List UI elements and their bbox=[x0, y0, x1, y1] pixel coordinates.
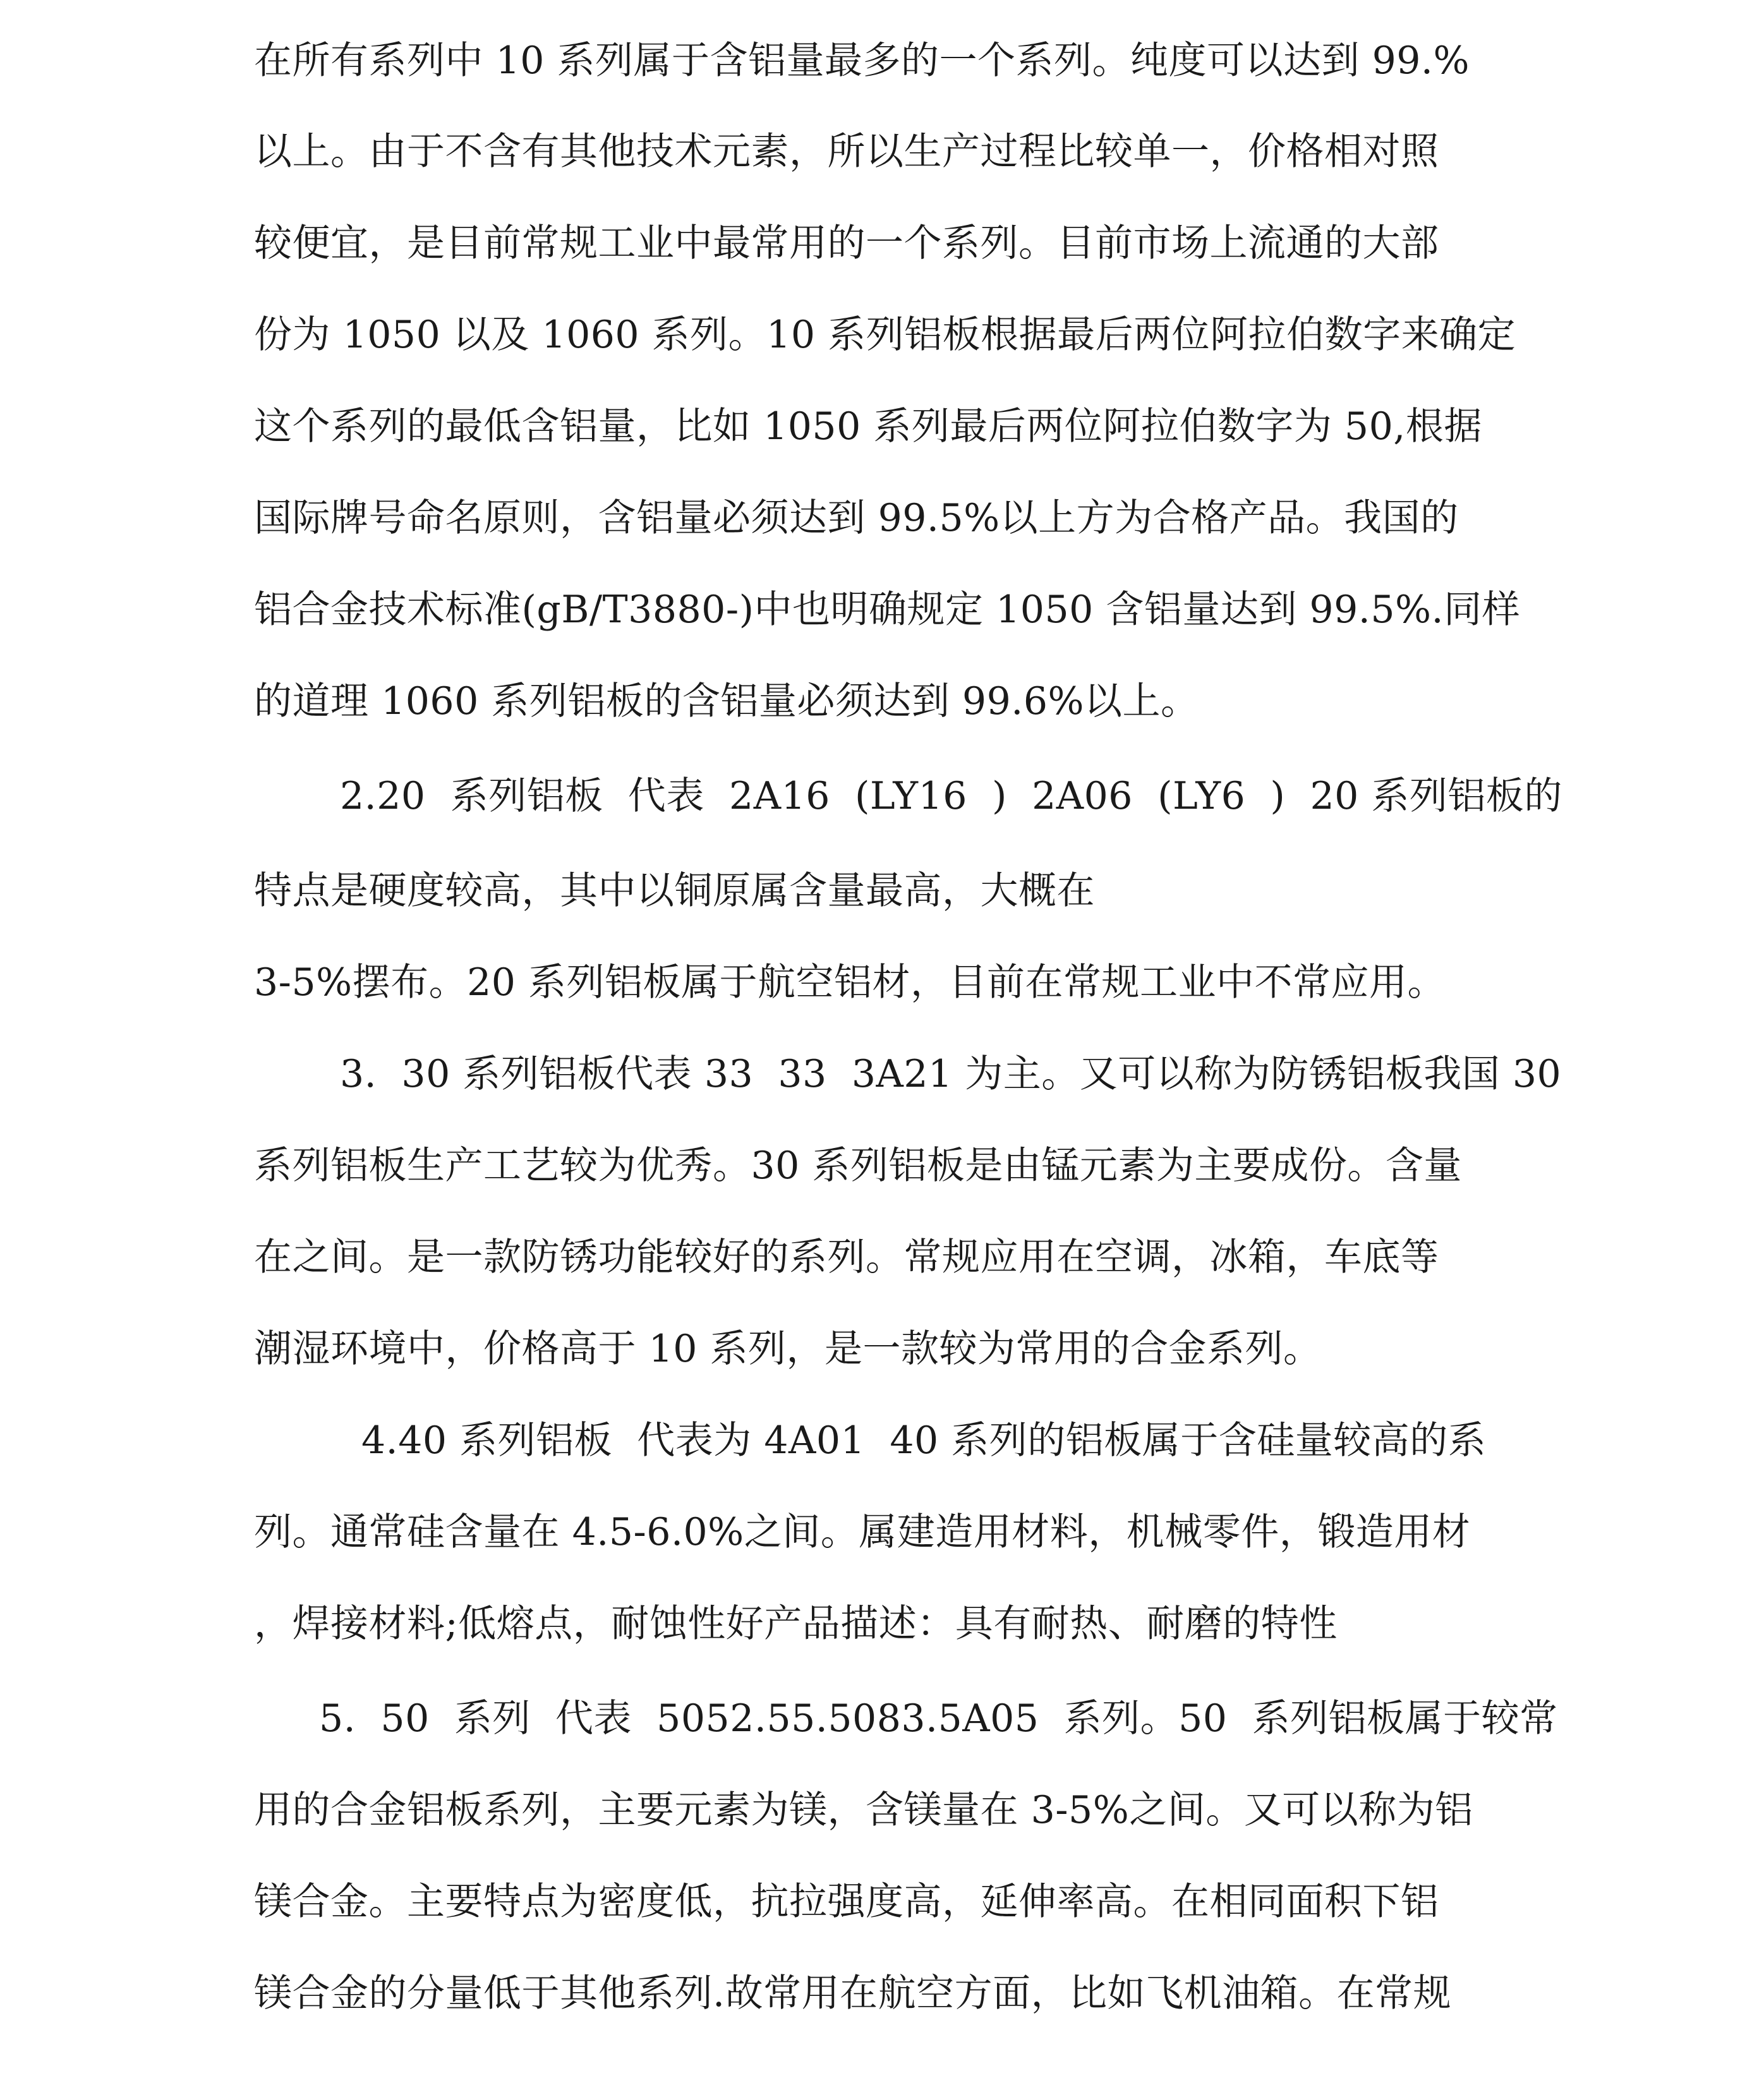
text-line: 3-5%摆布。20 系列铝板属于航空铝材，目前在常规工业中不常应用。 bbox=[254, 960, 1446, 1005]
text-line: 用的合金铝板系列，主要元素为镁，含镁量在 3-5%之间。又可以称为铝 bbox=[254, 1788, 1473, 1832]
section-heading-line: 2.20 系列铝板 代表 2A16 (LY16 ) 2A06 (LY6 ) 20 系列铝板的 bbox=[340, 774, 1562, 818]
text-line: 特点是硬度较高，其中以铜原属含量最高，大概在 bbox=[254, 869, 1095, 913]
text-line: 列。通常硅含量在 4.5-6.0%之间。属建造用材料，机械零件，锻造用材 bbox=[254, 1510, 1471, 1554]
section-heading-line: 3. 30 系列铝板代表 33 33 3A21 为主。又可以称为防锈铝板我国 30 bbox=[340, 1052, 1562, 1096]
text-line: 份为 1050 以及 1060 系列。10 系列铝板根据最后两位阿拉伯数字来确定 bbox=[254, 313, 1516, 357]
section-heading-line: 5. 50 系列 代表 5052.55.5083.5A05 系列。50 系列铝板属于较常 bbox=[319, 1696, 1558, 1741]
text-line: 这个系列的最低含铝量，比如 1050 系列最后两位阿拉伯数字为 50,根据 bbox=[254, 404, 1482, 449]
text-line: 镁合金的分量低于其他系列.故常用在航空方面，比如飞机油箱。在常规 bbox=[254, 1971, 1452, 2016]
text-line: 较便宜，是目前常规工业中最常用的一个系列。目前市场上流通的大部 bbox=[254, 221, 1439, 265]
text-line: 的道理 1060 系列铝板的含铝量必须达到 99.6%以上。 bbox=[254, 679, 1199, 723]
text-line: 铝合金技术标准(gB/T3880-)中也明确规定 1050 含铝量达到 99.5%.同样 bbox=[254, 588, 1521, 632]
text-line: 在所有系列中 10 系列属于含铝量最多的一个系列。纯度可以达到 99.% bbox=[254, 39, 1470, 83]
text-line: 以上。由于不含有其他技术元素，所以生产过程比较单一，价格相对照 bbox=[254, 130, 1439, 174]
section-heading-line: 4.40 系列铝板 代表为 4A01 40 系列的铝板属于含硅量较高的系 bbox=[361, 1418, 1487, 1463]
text-line: 国际牌号命名原则，含铝量必须达到 99.5%以上方为合格产品。我国的 bbox=[254, 496, 1459, 540]
text-line: 系列铝板生产工艺较为优秀。30 系列铝板是由锰元素为主要成份。含量 bbox=[254, 1144, 1462, 1188]
text-line: ，焊接材料;低熔点，耐蚀性好产品描述：具有耐热、耐磨的特性 bbox=[254, 1602, 1338, 1646]
text-line: 镁合金。主要特点为密度低，抗拉强度高，延伸率高。在相同面积下铝 bbox=[254, 1880, 1439, 1924]
text-line: 潮湿环境中，价格高于 10 系列，是一款较为常用的合金系列。 bbox=[254, 1327, 1322, 1371]
text-line: 在之间。是一款防锈功能较好的系列。常规应用在空调，冰箱，车底等 bbox=[254, 1235, 1439, 1279]
